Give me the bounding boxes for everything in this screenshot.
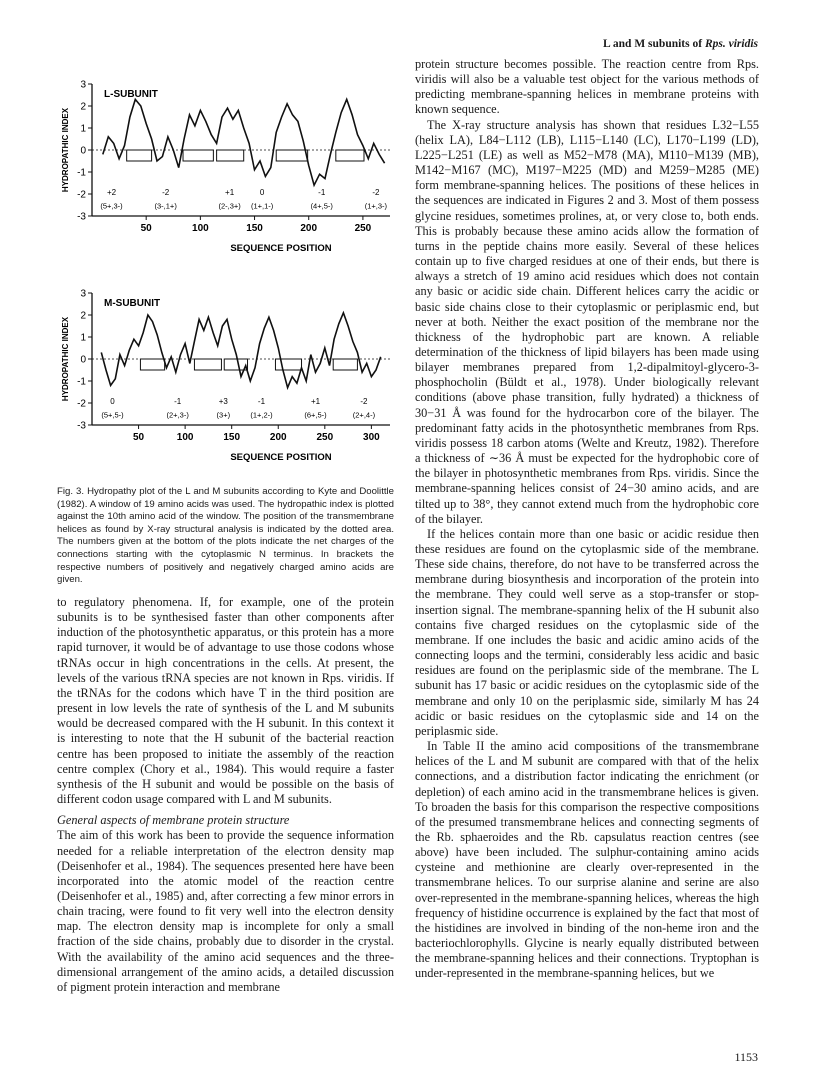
charge-count-label: (3-,1+) (154, 201, 177, 211)
x-tick-label: 200 (300, 223, 318, 234)
y-tick-label: 1 (80, 123, 86, 135)
y-tick-label: -2 (77, 398, 86, 410)
charge-count-label: (5+,5-) (101, 410, 124, 420)
helix-box (217, 150, 244, 161)
l-subunit-hydropathy-plot (58, 76, 398, 266)
y-tick-label: 2 (80, 310, 86, 322)
left-paragraph-1: to regulatory phenomena. If, for example, one of the protein subunits is to be synthesised faster than other components after induction of the photosynthetic apparatus, or this protein has a more rapid turnover, it would be of advantage to use those codons whose tRNAs occur in high concentrations in the cells. At present, the levels of the various tRNA species are not known in Rps. viridis. If the tRNAs for the codons which have T in the third position are present in low levels the rate of synthesis of the L and M subunits would be decreased compared with the H subunit. In this context it is interesting to note that the H subunit of the bacterial reaction centre has been proposed to initiate the assembly of the reaction centre complex (Chory et al., 1984). This would require a faster synthesis of the H subunit and would be possible on the basis of different codon usage compared with L and M subunits. (57, 595, 394, 807)
y-tick-label: 3 (80, 79, 86, 91)
y-tick-label: 1 (80, 332, 86, 344)
y-tick-label: -3 (77, 211, 86, 223)
helix-box (276, 150, 307, 161)
charge-count-label: (4+,5-) (310, 201, 333, 211)
y-tick-label: -3 (77, 420, 86, 432)
y-tick-label: 0 (80, 145, 86, 157)
x-tick-label: 200 (269, 432, 287, 443)
net-charge-label: -2 (360, 397, 368, 407)
helix-box (127, 150, 152, 161)
y-tick-label: -1 (77, 376, 86, 388)
y-tick-label: 0 (80, 354, 86, 366)
x-tick-label: 150 (223, 432, 241, 443)
y-axis-label: HYDROPATHIC INDEX (61, 107, 70, 193)
helix-box (336, 150, 364, 161)
hydropathy-line (101, 313, 380, 388)
charge-count-label: (6+,5-) (304, 410, 327, 420)
charge-count-label: (3+) (216, 410, 231, 420)
section-heading: General aspects of membrane protein structure (57, 813, 290, 828)
net-charge-label: 0 (259, 188, 265, 198)
charge-count-label: (1+,1-) (250, 201, 274, 211)
net-charge-label: +1 (310, 397, 321, 407)
charge-count-label: (1+,3-) (364, 201, 388, 211)
plot-svg (58, 76, 398, 266)
x-tick-label: 100 (192, 223, 209, 234)
plot-title: M-SUBUNIT (104, 297, 161, 309)
right-column (415, 57, 759, 982)
x-tick-label: 50 (140, 223, 152, 234)
charge-count-label: (2+,3-) (166, 410, 189, 420)
figure-caption: Fig. 3. Hydropathy plot of the L and M subunits according to Kyte and Doolittle (1982). A window of 19 amino acids was used. The hydropathic index is plotted against the 10th amino acid of the window. The position of the transmembrane helices as found by X-ray structural analysis is indicated by the dotted area. The numbers given at the bottom of the plots indicate the net charges of the connections starting with the cytoplasmic N terminus. In brackets the respective numbers of positively and negatively charged amino acids are given. (57, 486, 394, 586)
y-tick-label: 2 (80, 101, 86, 113)
net-charge-label: -2 (162, 188, 170, 198)
y-axis-label: HYDROPATHIC INDEX (61, 316, 70, 402)
helix-box (333, 359, 357, 370)
x-tick-label: 50 (133, 432, 145, 443)
net-charge-label: +3 (218, 397, 228, 407)
left-paragraph-2: The aim of this work has been to provide the sequence information needed for a reliable interpretation of the electron density map (Deisenhofer et al., 1984). The sequences presented here have been incorporated into the atomic model of the reaction centre (Deisenhofer et al., 1985) and, after correcting a few minor errors in chain tracing, were found to fit very well into the electron density map. The electron density map is incomplete for only a small fraction of the side chains, probably due to disorder in the crystal. With the availability of the amino acid sequences and the three-dimensional arrangement of the amino acids, a detailed discussion of pigment protein interaction and membrane (57, 828, 394, 994)
charge-count-label: (5+,3-) (100, 201, 123, 211)
net-charge-label: -2 (372, 188, 380, 198)
helix-box (183, 150, 213, 161)
right-paragraph-2: The X-ray structure analysis has shown that residues L32−L55 (helix LA), L84−L112 (LB), L115−L140 (LC), L170−L199 (LD), L225−L251 (LE) as well as M52−M78 (MA), M110−M139 (MB), M142−M167 (MC), M197−M225 (MD) and M259−M285 (ME) form membrane-spanning helices. The positions of these helices in the sequences are indicated in Figures 2 and 3. Most of them possess glycine residues, sometimes prolines, at, or very close to, both ends. This is probably because these amino acids allow the formation of turns in the peptide chains more easily. Several of these helices contain up to five charged residues at one of their ends, but there is always a stretch of 19 amino acid residues which does not contain any basic or acidic side chain. Different helices carry the acidic or basic side chains close to their cytoplasmic or periplasmic end, but never at both. Neither the exact position of the membrane nor the thickness of the hydrophobic part are known. A reliable determination of the thickness of lipid bilayers has been made using bilayer membranes prepared from 1,2-dipalmitoyl-glycero-3-phosphocholin (Büldt et al., 1978). Under biologically relevant conditions (above phase transition, fully hydrated) a thickness of 30−31 Å was found for the hydrocarbon core of the bilayer. The predominant fatty acids in the photosynthetic membranes from Rps. viridis possess 18 carbon atoms (Welte and Kreutz, 1982). Therefore a thickness of ∼36 Å must be expected for the hydrophobic core of the bilayer in photosynthetic membranes from Rps. viridis. Since the membrane-spanning helices consist of 24−30 amino acids, and are tilted up to 38°, they cannot extend much from the hydrophobic core of the bilayer. (415, 117, 759, 526)
y-tick-label: -2 (77, 189, 86, 201)
running-header (603, 38, 758, 50)
right-paragraph-3: If the helices contain more than one basic or acidic residue then these residues are found on the cytoplasmic side of the membrane. These side chains, therefore, do not have to be transferred across the membrane during biosynthesis and incorporation of the protein into the membrane. They could well serve as a stop-transfer or stop-insertion signal. The membrane-spanning helix of the H subunit also contains five charged residues on the cytoplasmic side of the membrane. If one includes the basic and acidic amino acids of the connecting loops and the termini, considerably less acidic and basic residues are found on the periplasmic side of the membrane. The L subunit has 17 basic or acidic residues on the cytoplasmic side of the membrane and only 10 on the periplasmic side, similarly M has 24 acidic or basic residues on the cytoplasmic side and 14 on the periplasmic side. (415, 526, 759, 738)
net-charge-label: +1 (225, 188, 235, 198)
x-tick-label: 300 (363, 432, 380, 443)
header-species: Rps. viridis (704, 38, 758, 50)
net-charge-label: -1 (174, 397, 182, 407)
helix-box (140, 359, 164, 370)
net-charge-label: +2 (106, 188, 117, 198)
charge-count-label: (2-,3+) (218, 201, 241, 211)
left-column (57, 595, 394, 995)
x-tick-label: 250 (354, 223, 372, 234)
plot-title: L-SUBUNIT (104, 88, 158, 100)
right-paragraph-1: protein structure becomes possible. The reaction centre from Rps. viridis will also be a valuable test object for the various methods of predicting membrane-spanning helices in membrane proteins with known sequence. (415, 57, 759, 117)
y-tick-label: 3 (80, 288, 86, 300)
helix-box (194, 359, 221, 370)
charge-count-label: (1+,2-) (250, 410, 273, 420)
net-charge-label: -1 (257, 397, 266, 407)
charge-count-label: (2+,4-) (352, 410, 376, 420)
header-prefix: L and M subunits of (603, 38, 705, 50)
net-charge-label: -1 (318, 188, 326, 198)
plot-svg (58, 285, 398, 475)
x-axis-label: SEQUENCE POSITION (230, 452, 332, 463)
helix-box (275, 359, 301, 370)
x-tick-label: 150 (246, 223, 263, 234)
page-number: 1153 (734, 1050, 758, 1064)
net-charge-label: 0 (110, 397, 115, 407)
hydropathy-line (103, 99, 385, 185)
x-tick-label: 100 (176, 432, 194, 443)
m-subunit-hydropathy-plot (58, 285, 398, 475)
right-paragraph-4: In Table II the amino acid compositions of the transmembrane helices of the L and M subunit are compared with that of the helix connections, and a distribution factor indicating the enrichment (or depletion) of each amino acid in the transmembrane helices is given. To broaden the basis for this comparison the respective compositions of the presumed transmembrane helices and connecting segments of the Rb. sphaeroides and the Rb. capsulatus reaction centres (see above) have been included. The sulphur-containing amino acids cysteine and methionine are clearly over-represented in the transmembrane helices. To our surprise alanine and serine are also over-represented in the membrane-spanning helices, whereas the high frequency of histidine occurrence is explained by the fact that most of the histidines are involved in binding of the non-heme iron and the bacteriochlorophylls. Glycine is nearly equally distributed between the membrane-spanning helices and their connections. Tryptophan is under-represented in the membrane-spanning helices, but we (415, 739, 759, 981)
x-axis-label: SEQUENCE POSITION (230, 243, 332, 254)
y-tick-label: -1 (77, 167, 86, 179)
x-tick-label: 250 (316, 432, 334, 443)
